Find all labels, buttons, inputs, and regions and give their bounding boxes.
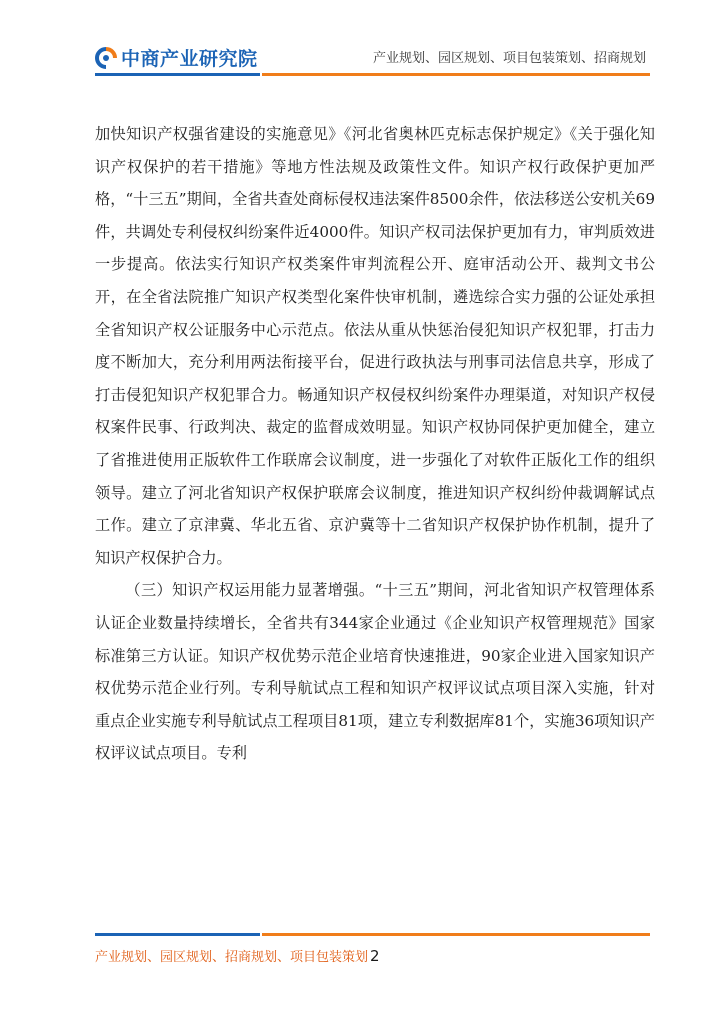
page-header [0,0,724,90]
logo-text: 中商产业研究院 [121,48,258,70]
logo-mark-icon [95,47,117,69]
page-number: 2 [370,947,380,965]
header-divider-blue [95,73,260,76]
footer-divider-orange [262,933,650,936]
page-footer [95,946,380,965]
body-paragraph-1: 加快知识产权强省建设的实施意见》《河北省奥林匹克标志保护规定》《关于强化知识产权保护的若干措施》等地方性法规及政策性文件。知识产权行政保护更加严格，“十三五”期间，全省共查处商标侵权违法案件8500余件，依法移送公安机关69件，共调处专利侵权纠纷案件近4000件。知识产权司法保护更加有力，审判质效进一步提高。依法实行知识产权类案件审判流程公开、庭审活动公开、裁判文书公开，在全省法院推广知识产权类型化案件快审机制，遴选综合实力强的公证处承担全省知识产权公证服务中心示范点。依法从重从快惩治侵犯知识产权犯罪，打击力度不断加大，充分利用两法衔接平台，促进行政执法与刑事司法信息共享，形成了打击侵犯知识产权犯罪合力。畅通知识产权侵权纠纷案件办理渠道，对知识产权侵权案件民事、行政判决、裁定的监督成效明显。知识产权协同保护更加健全，建立了省推进使用正版软件工作联席会议制度，进一步强化了对软件正版化工作的组织领导。建立了河北省知识产权保护联席会议制度，推进知识产权纠纷仲裁调解试点工作。建立了京津冀、华北五省、京沪冀等十二省知识产权保护协作机制，提升了知识产权保护合力。 [95,125,655,567]
document-body [95,118,655,770]
header-tagline: 产业规划、园区规划、项目包装策划、招商规划 [372,51,646,66]
footer-divider-blue [95,933,260,936]
body-paragraph-2: （三）知识产权运用能力显著增强。“十三五”期间，河北省知识产权管理体系认证企业数量持续增长，全省共有344家企业通过《企业知识产权管理规范》国家标准第三方认证。知识产权优势示范企业培育快速推进，90家企业进入国家知识产权优势示范企业行列。专利导航试点工程和知识产权评议试点项目深入实施，针对重点企业实施专利导航试点工程项目81项，建立专利数据库81个，实施36项知识产权评议试点项目。专利 [95,581,655,763]
brand-logo [95,44,258,71]
footer-text: 产业规划、园区规划、招商规划、项目包装策划 [95,950,369,965]
header-divider-orange [262,73,650,76]
